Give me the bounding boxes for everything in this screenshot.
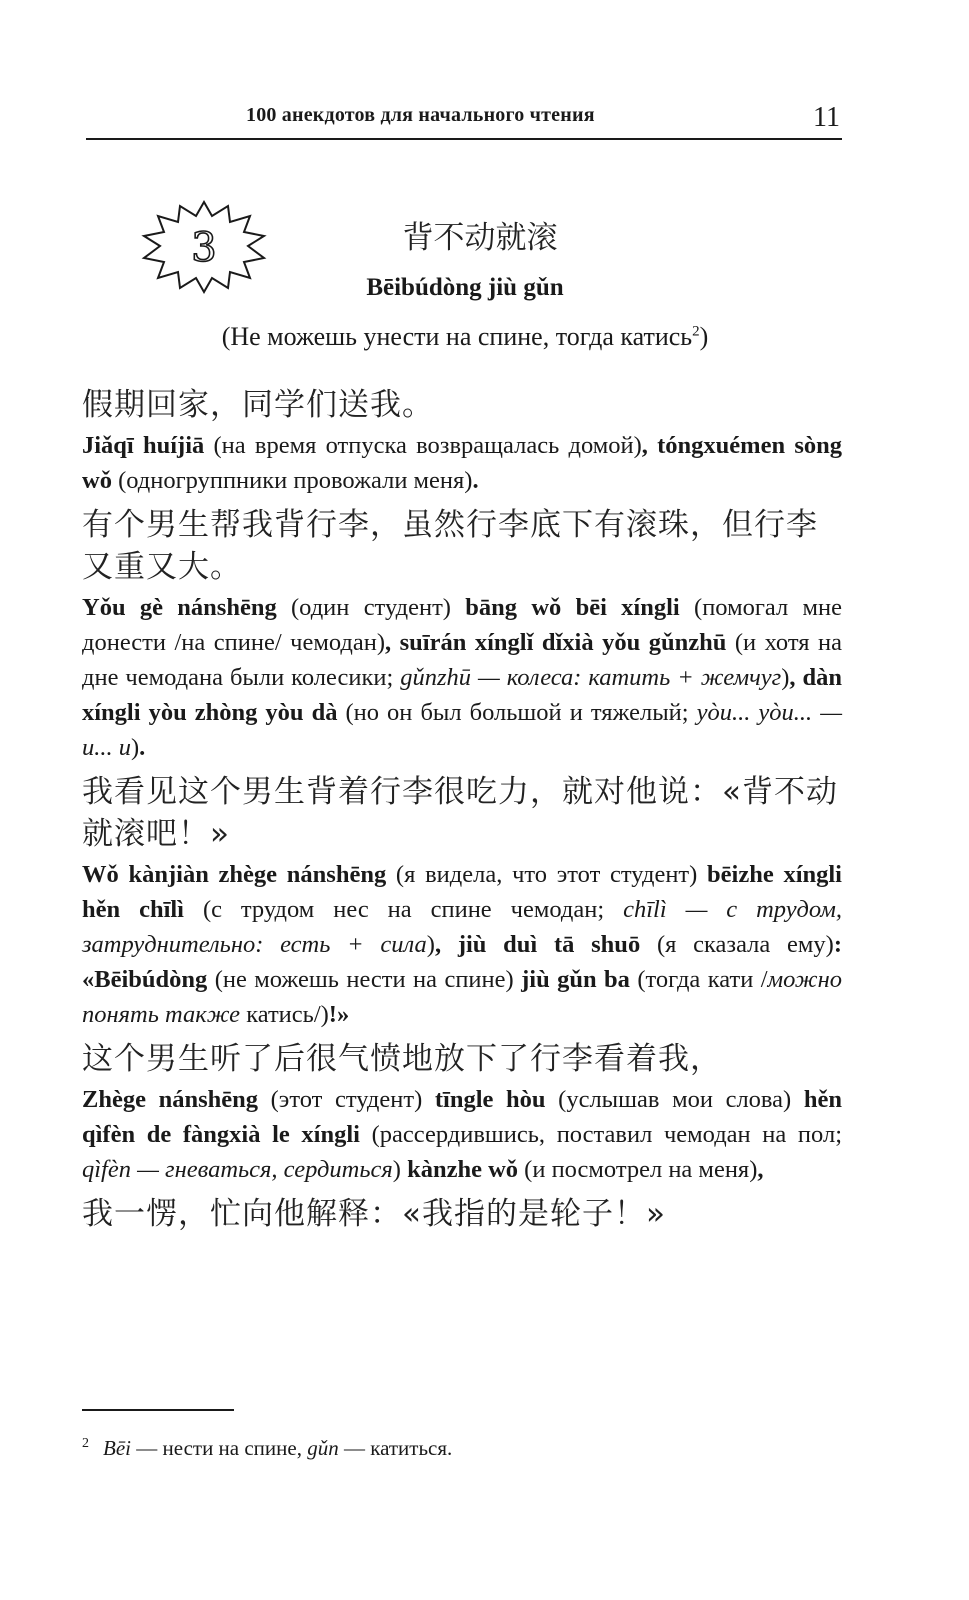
pinyin-text: . xyxy=(472,467,479,494)
running-header xyxy=(86,100,842,140)
italic-note: gǔn xyxy=(307,1436,339,1460)
pinyin-text: Wǒ kànjiàn zhège nánshēng xyxy=(82,861,387,888)
chinese-sentence: 有个男生帮我背行李，虽然行李底下有滚珠，但行李又重又大。 xyxy=(82,507,818,585)
chinese-sentence: 这个男生听了后很气愤地放下了行李看着我， xyxy=(82,1041,722,1077)
translation-text: ) xyxy=(426,931,435,958)
chinese-sentence: 我看见这个男生背着行李很吃力，就对他说：«背不动就滚吧！» xyxy=(82,774,838,852)
translation-text: катись/) xyxy=(240,1001,329,1028)
translation-text: (этот студент) xyxy=(258,1086,435,1113)
italic-note: gǔnzhū — колеса: катить + жемчуг xyxy=(400,664,782,691)
translation-text: (но он был большой и тяжелый; xyxy=(337,699,697,726)
translation-text: (одногруппники провожали меня) xyxy=(111,467,473,494)
pinyin-text: , jiù duì tā shuō xyxy=(434,931,641,958)
pinyin-text: , dàn xíngli yòu zhòng yòu dà xyxy=(82,664,842,726)
story-number-badge xyxy=(140,198,268,294)
translation-text: — нести на спине, xyxy=(130,1436,308,1460)
pinyin-text: , suīrán xínglǐ dǐxià yǒu gǔnzhū xyxy=(385,629,727,656)
translation-text: (тогда кати / xyxy=(629,966,768,993)
annotation-paragraph xyxy=(82,857,842,1032)
pinyin-text: . xyxy=(139,734,146,761)
translation-text: (рассердившись, поставил чемодан на пол; xyxy=(359,1121,842,1148)
translation-text: (на время отпуска возвращалась домой) xyxy=(204,432,642,459)
translation-text: (я сказала ему) xyxy=(640,931,834,958)
story-title-pinyin: Bēibúdòng jiù gǔn xyxy=(366,274,564,301)
translation-text: (услышав мои слова) xyxy=(545,1086,804,1113)
pinyin-text: jiù gǔn ba xyxy=(521,966,630,993)
footnote xyxy=(82,1436,782,1461)
annotation-paragraph xyxy=(82,1082,842,1187)
pinyin-text: , tóngxuémen sòng wǒ xyxy=(82,432,842,494)
translation-text: (и хотя на дне чемодана были колесики; xyxy=(82,629,842,691)
pinyin-text: hěn qìfèn de fàngxià le xíngli xyxy=(82,1086,842,1148)
story-title-translation: (Не можешь унести на спине, тогда катись$^2$) xyxy=(221,322,709,351)
italic-note: можно понять также xyxy=(82,966,843,1028)
book-title: 100 анекдотов для начального чтения xyxy=(246,104,595,126)
starburst-icon xyxy=(140,198,268,294)
italic-note: yòu... yòu... — и... и xyxy=(82,699,842,761)
annotation-paragraph xyxy=(82,590,842,765)
page-number: 11 xyxy=(813,102,840,133)
translation-text: (помогал мне донести /на спине/ чемодан) xyxy=(82,594,842,656)
translation-text: (я видела, что этот студент) xyxy=(386,861,708,888)
chinese-sentence: 我一愣，忙向他解释：«我指的是轮子！» xyxy=(82,1196,666,1232)
annotation-paragraph xyxy=(82,428,842,498)
footnote-ref: 2 xyxy=(692,323,700,340)
story-number: 3 xyxy=(191,225,217,271)
italic-note: Bēi xyxy=(103,1436,131,1460)
story-body xyxy=(82,384,842,1235)
chinese-sentence: 假期回家，同学们送我。 xyxy=(82,387,434,423)
translation-text: ) xyxy=(392,1156,408,1183)
italic-note: qìfèn — гневаться, сердиться xyxy=(82,1156,393,1183)
pinyin-text: : «Bēibúdòng xyxy=(82,931,842,993)
pinyin-text: , xyxy=(757,1156,764,1183)
footnote-divider xyxy=(82,1409,234,1411)
translation-text: ) xyxy=(131,734,140,761)
footnote-text xyxy=(103,1436,452,1460)
pinyin-text: !» xyxy=(328,1001,350,1028)
translation-text: ) xyxy=(781,664,790,691)
translation-text: (и посмотрел на меня) xyxy=(518,1156,758,1183)
footnote-number: 2 xyxy=(82,1436,89,1451)
translation-text: — катиться. xyxy=(338,1436,453,1460)
italic-note: chīlì — с трудом, затруднительно: есть + сила xyxy=(82,896,843,958)
pinyin-text: Yǒu gè nánshēng xyxy=(82,594,277,621)
pinyin-text: bēizhe xíngli hěn chīlì xyxy=(82,861,842,923)
pinyin-text: Zhège nánshēng xyxy=(82,1086,259,1113)
translation-text: (с трудом нес на спине чемодан; xyxy=(184,896,624,923)
translation-text: (не можешь нести на спине) xyxy=(207,966,522,993)
pinyin-text: Jiǎqī huíjiā xyxy=(82,432,205,459)
pinyin-text: kànzhe wǒ xyxy=(407,1156,519,1183)
pinyin-text: tīngle hòu xyxy=(434,1086,546,1113)
translation-text: (один студент) xyxy=(276,594,466,621)
pinyin-text: bāng wǒ bēi xíngli xyxy=(465,594,680,621)
story-title-chinese: 背不动就滚 xyxy=(402,220,558,256)
